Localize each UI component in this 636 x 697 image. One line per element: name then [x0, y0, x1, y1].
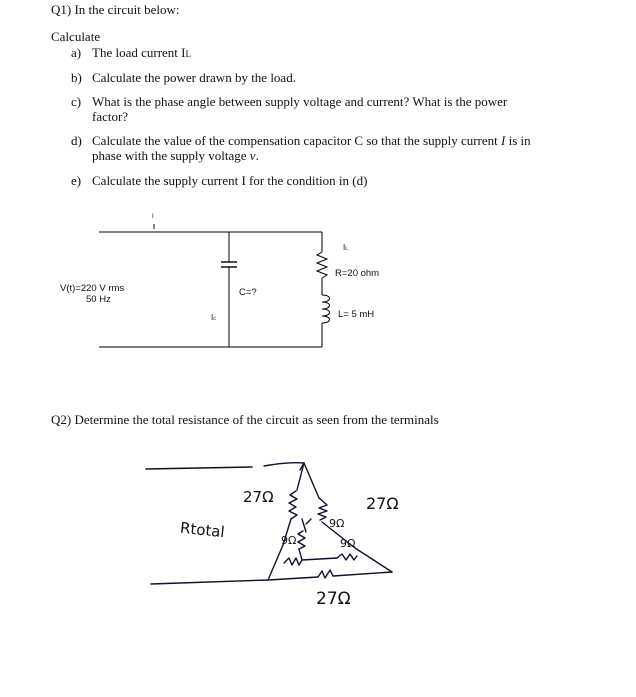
inner-right-line	[302, 558, 337, 560]
q2-title: Q2) Determine the total resistance of the circuit as seen from the terminals	[51, 412, 439, 427]
inductor-label: L= 5 mH	[338, 309, 375, 320]
label-rtotal: Rtotal	[179, 518, 226, 542]
inner-upper-line	[302, 519, 306, 532]
label-9-c: 9Ω	[340, 537, 356, 550]
item-label: a)	[71, 45, 82, 60]
left-diagonal	[268, 519, 291, 580]
item-text: Calculate the supply current I for the condition in (d)	[92, 173, 368, 188]
item-text: Calculate the power drawn by the load.	[92, 70, 296, 85]
top-connector	[264, 463, 304, 466]
resistor-27-right	[318, 498, 327, 520]
item-text-italic-i: I	[501, 133, 506, 148]
item-text-d: .	[255, 148, 259, 163]
top-terminal-line	[146, 467, 252, 469]
resistor-label: R=20 ohm	[335, 268, 380, 279]
capacitor-current-label: Ic	[211, 313, 216, 322]
item-text-a: Calculate the value of the compensation capacitor C so that the supply current	[92, 133, 502, 148]
item-text-italic-v: v	[249, 148, 256, 163]
resistor-9-a	[298, 531, 305, 549]
resistor-9-c	[337, 554, 357, 560]
calculate-heading: Calculate	[51, 29, 101, 44]
source-voltage-label: V(t)=220 V rms	[60, 283, 125, 294]
label-27-right: 27Ω	[366, 494, 399, 513]
q1-title: Q1) In the circuit below:	[51, 2, 180, 17]
load-current-label: IL	[343, 243, 349, 252]
label-27-left: 27Ω	[243, 488, 274, 506]
resistor-27-left	[289, 491, 297, 519]
label-9-b: 9Ω	[329, 517, 345, 530]
item-text-line2: factor?	[92, 109, 129, 124]
item-text-c: phase with the supply voltage	[92, 148, 250, 163]
item-text-b: is in	[505, 133, 531, 148]
item-text: The load current I	[92, 45, 186, 60]
item-text-line1: What is the phase angle between supply voltage and current? What is the power	[92, 94, 508, 109]
supply-current-label: I	[152, 214, 154, 220]
capacitor-label: C=?	[239, 287, 257, 298]
item-label: c)	[71, 94, 82, 109]
label-9-a: 9Ω	[281, 534, 297, 547]
source-frequency-label: 50 Hz	[86, 294, 111, 305]
inner-lower-line	[299, 549, 302, 560]
item-subscript: L	[185, 49, 191, 59]
resistor-9-b	[284, 558, 302, 565]
item-label: b)	[71, 70, 82, 85]
sketch-tick	[306, 519, 311, 524]
item-label: e)	[71, 173, 82, 188]
item-label: d)	[71, 133, 82, 148]
label-27-bottom: 27Ω	[316, 589, 351, 609]
bottom-terminal-line	[151, 580, 268, 584]
left-down-line	[297, 463, 304, 490]
right-down-line	[304, 463, 319, 498]
resistor-27-bottom	[268, 570, 392, 580]
